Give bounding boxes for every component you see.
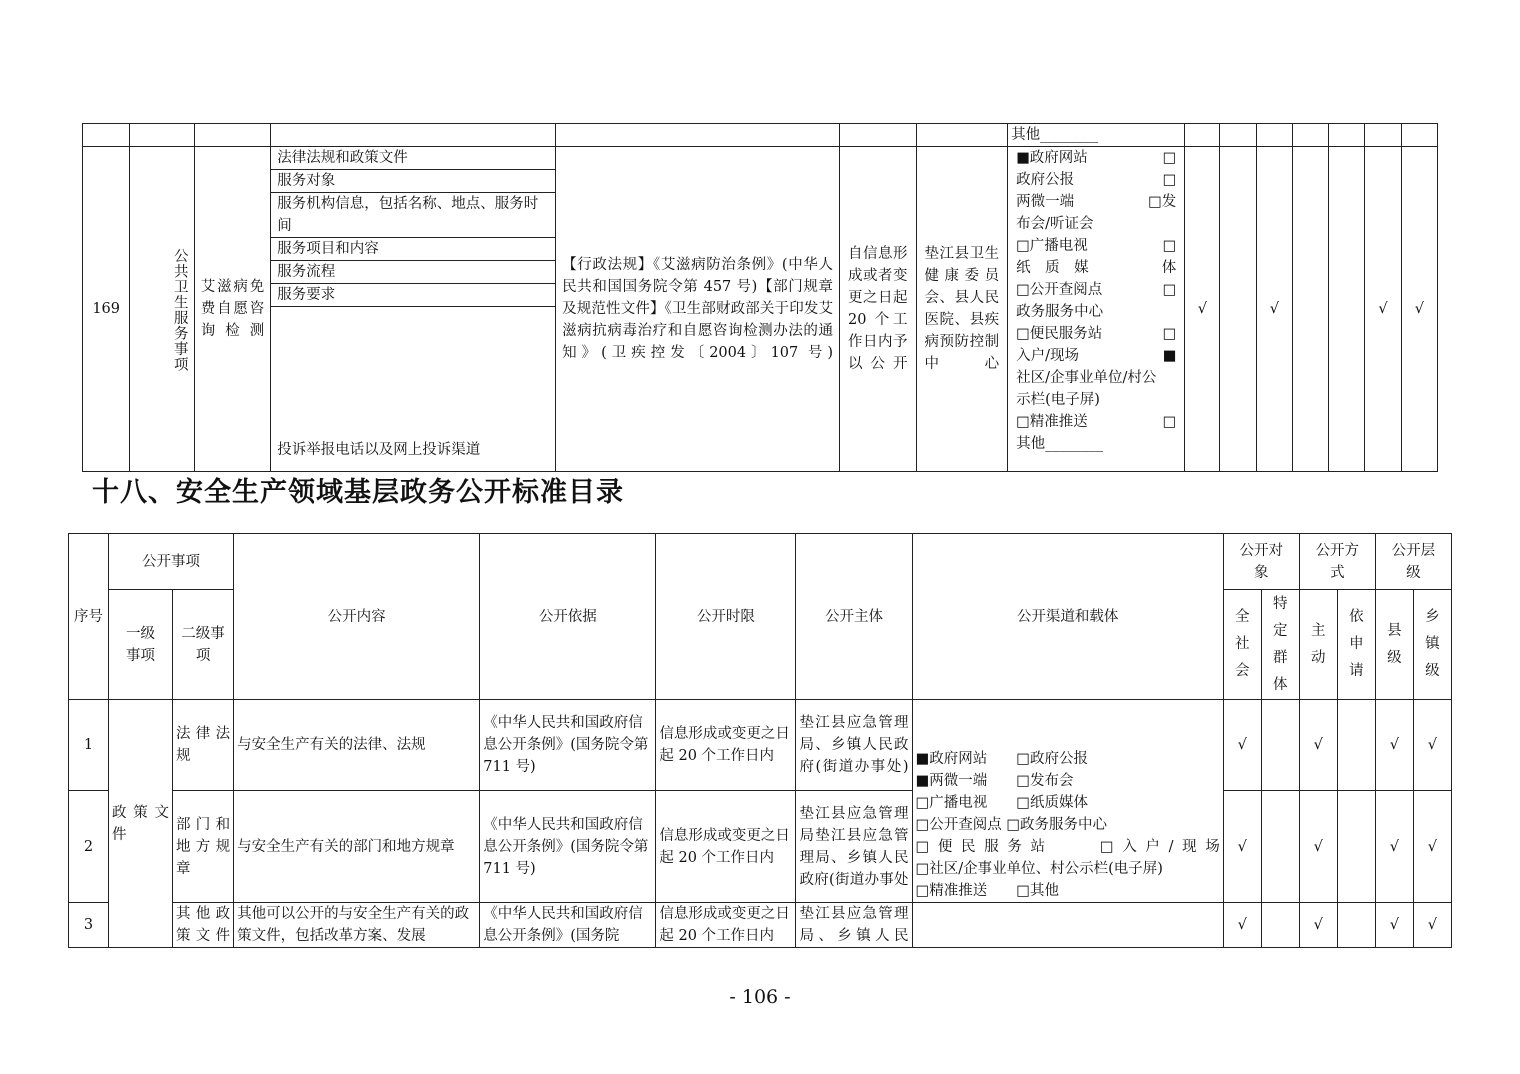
check-cell xyxy=(1261,700,1299,791)
header-content: 公开内容 xyxy=(234,534,480,700)
header-seq: 序号 xyxy=(69,534,109,700)
basis-cell: 《中华人民共和国政府信息公开条例》(国务院令第 711 号) xyxy=(480,791,656,903)
check-cell xyxy=(1292,147,1328,472)
header-on-request: 依申请 xyxy=(1337,590,1375,700)
level2-cell: 艾滋病免费自愿咨询检测 xyxy=(194,147,271,472)
table-row xyxy=(69,700,1452,791)
header-specific-group: 特定群体 xyxy=(1261,590,1299,700)
level2-cell: 部门和地方规章 xyxy=(173,791,234,903)
time-limit-cell: 自信息形成或者变更之日起 20 个工作日内予以公开 xyxy=(840,147,917,472)
page-number: - 106 - xyxy=(729,986,791,1008)
table-row xyxy=(69,791,1452,903)
content-list xyxy=(271,147,555,471)
seq-cell: 169 xyxy=(83,147,130,472)
check-cell: √ xyxy=(1375,903,1413,948)
basis-cell: 【行政法规】《艾滋病防治条例》(中华人民共和国国务院令第 457 号)【部门规章及规范性文件】《卫生部财政部关于印发艾滋病抗病毒治疗和自愿咨询检测办法的通知》(卫疾控发〔2004〕107 号) xyxy=(556,147,840,472)
content-cell: 与安全生产有关的部门和地方规章 xyxy=(234,791,480,903)
section-title: 十八、安全生产领域基层政务公开标准目录 xyxy=(92,477,624,508)
content-cell xyxy=(271,147,556,472)
check-cell: √ xyxy=(1413,700,1451,791)
channel-cell: ■政府网站 □政府公报 ■两微一端 □发布会 □广播电视 □纸质媒体 □公开查阅点 □政务服务中心 □便民服务站 □入户/现场 □社区/企事业单位、村公示栏(电子屏) □精准推送 □其他 xyxy=(912,700,1223,903)
content-item: 法律法规和政策文件 xyxy=(271,147,555,170)
header-target: 公开对象 xyxy=(1223,534,1299,590)
basis-cell: 《中华人民共和国政府信息公开条例》(国务院令第 711 号) xyxy=(480,700,656,791)
check-cell: √ xyxy=(1299,700,1337,791)
subject-cell: 垫江县应急管理局垫江县应急管理局、乡镇人民政府(街道办事处 xyxy=(796,791,912,903)
time-limit-cell: 信息形成或变更之日起 20 个工作日内 xyxy=(656,791,796,903)
check-cell: √ xyxy=(1299,791,1337,903)
level1-cell: 公共卫生服务事项 xyxy=(130,147,194,472)
check-cell: √ xyxy=(1375,791,1413,903)
content-cell: 与安全生产有关的法律、法规 xyxy=(234,700,480,791)
header-level: 公开层级 xyxy=(1375,534,1451,590)
table-row xyxy=(69,903,1452,948)
content-item: 服务要求 xyxy=(271,284,555,307)
check-cell xyxy=(1337,903,1375,948)
check-cell: √ xyxy=(1223,791,1261,903)
channel-cell: ■政府网站 □ 政府公报 □ 两微一端 □发 布会/听证会 □广播电视 □ 纸 质 媒 体 □公开查阅点 □ 政务服务中心 □便民服务站 □ 入户/现场 ■ 社区/企事业单位/村公 示栏(电子屏) □精准推送 □ 其他________ xyxy=(1008,147,1185,472)
header-level2: 二级事项 xyxy=(173,590,234,700)
seq-cell: 3 xyxy=(69,903,109,948)
check-cell: √ xyxy=(1413,791,1451,903)
prev-section-table xyxy=(82,123,1438,472)
check-cell: √ xyxy=(1413,903,1451,948)
subject-cell: 垫江县应急管理局、乡镇人民 xyxy=(796,903,912,948)
check-cell: √ xyxy=(1256,147,1292,472)
check-cell xyxy=(1329,147,1365,472)
header-time-limit: 公开时限 xyxy=(656,534,796,700)
header-level1: 一级事项 xyxy=(109,590,173,700)
check-cell: √ xyxy=(1401,147,1437,472)
channel-cell: 其他________ xyxy=(1008,124,1185,147)
prev-top-row xyxy=(83,124,1438,147)
check-cell: √ xyxy=(1185,147,1220,472)
seq-cell: 1 xyxy=(69,700,109,791)
seq-cell: 2 xyxy=(69,791,109,903)
table-row xyxy=(83,147,1438,472)
header-whole-society: 全社会 xyxy=(1223,590,1261,700)
level2-cell: 其他政策文件 xyxy=(173,903,234,948)
check-cell xyxy=(1261,903,1299,948)
header-subject: 公开主体 xyxy=(796,534,912,700)
subject-cell: 垫江县应急管理局、乡镇人民政府(街道办事处) xyxy=(796,700,912,791)
header-channel: 公开渠道和载体 xyxy=(912,534,1223,700)
check-cell: √ xyxy=(1223,700,1261,791)
content-item: 服务流程 xyxy=(271,261,555,284)
check-cell xyxy=(1220,147,1256,472)
content-item: 投诉举报电话以及网上投诉渠道 xyxy=(277,442,481,458)
check-cell xyxy=(1337,700,1375,791)
header-active: 主动 xyxy=(1299,590,1337,700)
check-cell: √ xyxy=(1375,700,1413,791)
content-item: 服务项目和内容 xyxy=(271,238,555,261)
check-cell: √ xyxy=(1299,903,1337,948)
content-item: 服务对象 xyxy=(271,170,555,193)
check-cell xyxy=(1337,791,1375,903)
header-county: 县级 xyxy=(1375,590,1413,700)
check-cell: √ xyxy=(1365,147,1401,472)
time-limit-cell: 信息形成或变更之日起 20 个工作日内 xyxy=(656,903,796,948)
content-item: 服务机构信息，包括名称、地点、服务时间 xyxy=(271,193,555,238)
content-cell: 其他可以公开的与安全生产有关的政策文件，包括改革方案、发展 xyxy=(234,903,480,948)
header-basis: 公开依据 xyxy=(480,534,656,700)
check-cell xyxy=(1261,791,1299,903)
header-method: 公开方式 xyxy=(1299,534,1375,590)
check-cell: √ xyxy=(1223,903,1261,948)
channel-cell xyxy=(912,903,1223,948)
header-items: 公开事项 xyxy=(109,534,234,590)
time-limit-cell: 信息形成或变更之日起 20 个工作日内 xyxy=(656,700,796,791)
header-row xyxy=(69,534,1452,590)
subject-cell: 垫江县卫生健康委员会、县人民医院、县疾病预防控制中心 xyxy=(916,147,1008,472)
level1-cell: 政策文件 xyxy=(109,700,173,948)
basis-cell: 《中华人民共和国政府信息公开条例》(国务院 xyxy=(480,903,656,948)
header-township: 乡镇级 xyxy=(1413,590,1451,700)
level2-cell: 法律法规 xyxy=(173,700,234,791)
safety-catalog-table xyxy=(68,533,1452,948)
